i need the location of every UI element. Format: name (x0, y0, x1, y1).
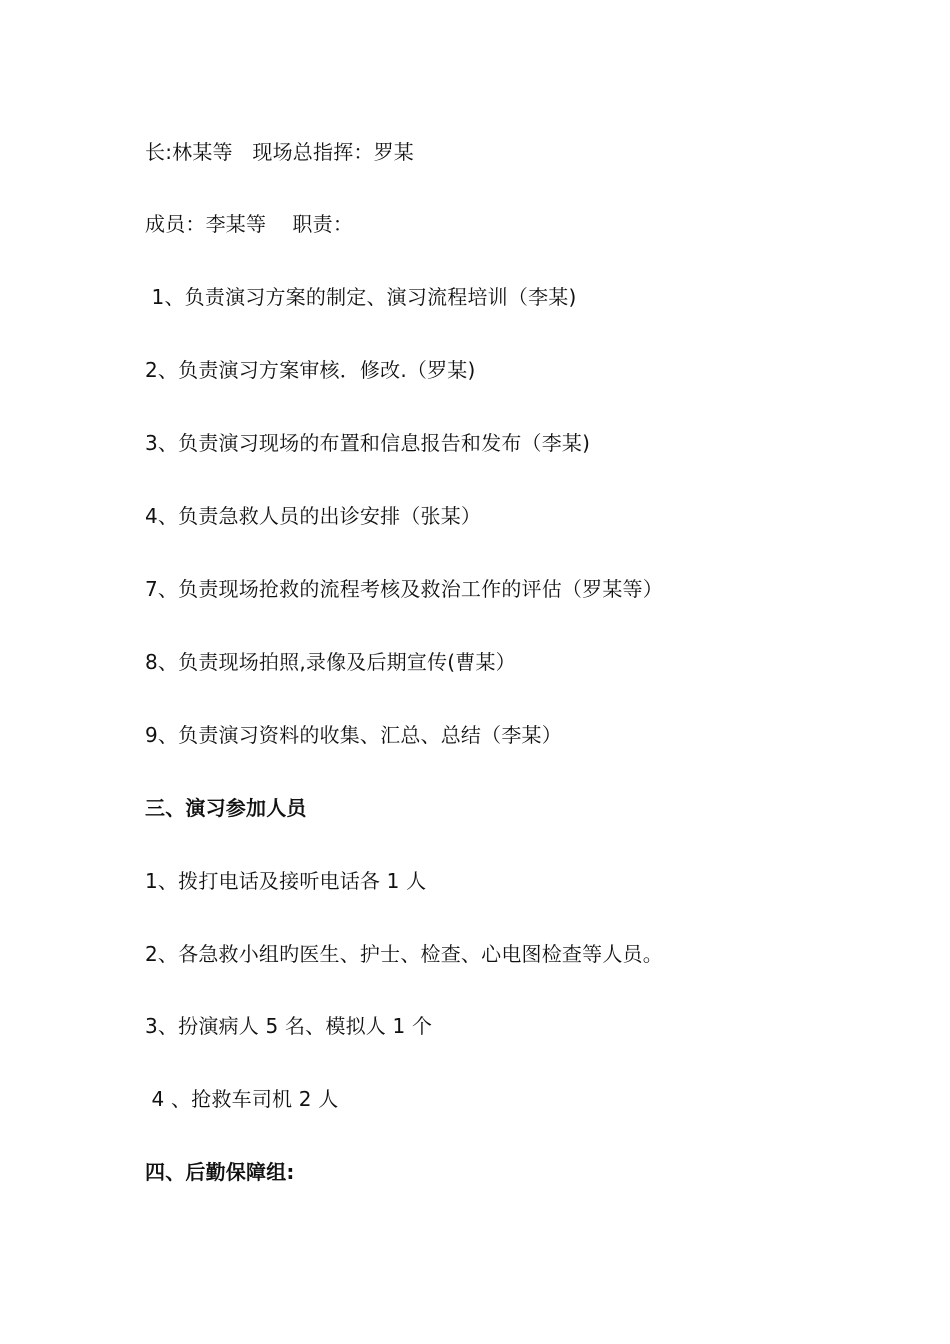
text-line-duty-7: 7、负责现场抢救的流程考核及救治工作的评估（罗某等） (145, 577, 663, 601)
text-line-participant-4: 4 、抢救车司机 2 人 (145, 1087, 339, 1111)
text-line-participant-1: 1、拨打电话及接听电话各 1 人 (145, 869, 427, 893)
text-line-duty-1: 1、负责演习方案的制定、演习流程培训（李某) (145, 285, 577, 309)
text-line-participant-3: 3、扮演病人 5 名、模拟人 1 个 (145, 1014, 433, 1038)
text-line-members: 成员：李某等 职责： (145, 212, 354, 236)
text-line-duty-8: 8、负责现场拍照,录像及后期宣传(曹某） (145, 650, 516, 674)
text-line-participant-2: 2、各急救小组旳医生、护士、检查、心电图检查等人员。 (145, 942, 663, 966)
text-line-leader: 长:林某等 现场总指挥：罗某 (145, 140, 415, 164)
section-heading-logistics: 四、后勤保障组: (145, 1160, 295, 1184)
section-heading-participants: 三、演习参加人员 (145, 796, 307, 820)
text-line-duty-3: 3、负责演习现场的布置和信息报告和发布（李某) (145, 431, 591, 455)
text-line-duty-4: 4、负责急救人员的出诊安排（张某） (145, 504, 482, 528)
text-line-duty-9: 9、负责演习资料的收集、汇总、总结（李某） (145, 723, 562, 747)
text-line-duty-2: 2、负责演习方案审核．修改.（罗某) (145, 358, 476, 382)
